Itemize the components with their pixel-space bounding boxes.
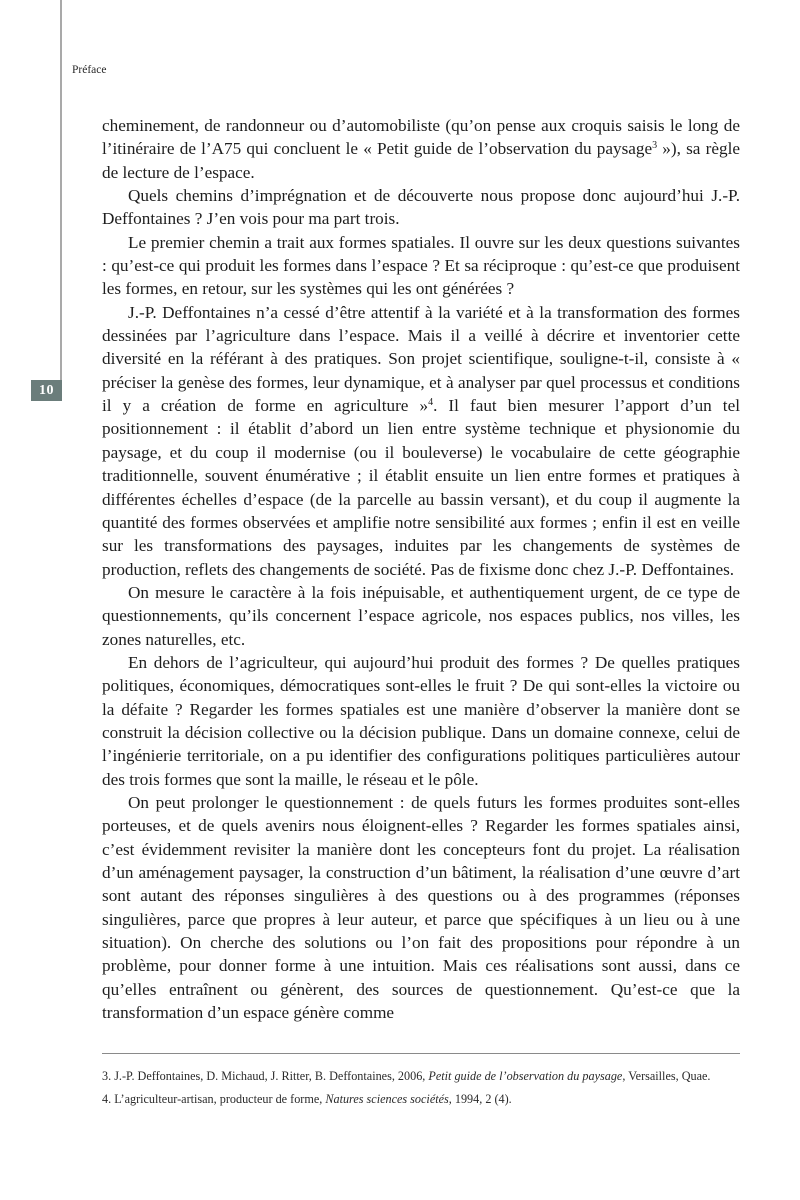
paragraph-text: J.-P. Deffontaines n’a cessé d’être attentif à la variété et à la transformation des formes dessinées par l’agriculture dans l’espace. Mais il a veillé à décrire et inventorier cette diversité en la référant à des pratiques. Son projet scientifique, souligne-t-il, consiste à « préciser la genèse des formes, leur dynamique, et à analyser par quel processus et conditions il y a création de forme en agriculture » bbox=[102, 302, 740, 416]
footnotes bbox=[102, 1068, 740, 1114]
paragraph bbox=[102, 301, 740, 581]
footnote-3 bbox=[102, 1068, 740, 1085]
body-text bbox=[102, 114, 740, 1024]
footnote-ref-4[interactable]: 4 bbox=[428, 397, 434, 409]
footnote-title: Petit guide de l’observation du paysage bbox=[428, 1069, 623, 1083]
footnote-ref-3[interactable]: 3 bbox=[652, 140, 658, 152]
footnote-title: Natures sciences sociétés bbox=[325, 1092, 449, 1106]
paragraph: On mesure le caractère à la fois inépuisable, et authentiquement urgent, de ce type de questionnements, qu’ils concernent l’espace agricole, nos espaces publics, nos villes, les zones naturelles, etc. bbox=[102, 582, 740, 649]
paragraph-text: . Il faut bien mesurer l’apport d’un tel positionnement : il établit d’abord un lien entre système technique et physionomie du paysage, et du coup il modernise (ou il bouleverse) le vocabulaire de cette géographie traditionnelle, souvent énumérative ; il établit ensuite un lien entre formes et pratiques à différentes échelles d’espace (de la parcelle au bassin versant), et du coup il augmente la quantité des formes observées et amplifie notre sensibilité aux formes ; enfin il est en veille sur les transformations des paysages, induites par les changements de systèmes de production, reflets des changements de société. Pas de fixisme donc chez J.-P. Deffontaines. bbox=[102, 396, 740, 579]
running-head: Préface bbox=[72, 64, 107, 76]
footnote-number: 3. bbox=[102, 1069, 112, 1083]
paragraph: Le premier chemin a trait aux formes spatiales. Il ouvre sur les deux questions suivantes : qu’est-ce qui produit les formes dans l’espace ? Et sa réciproque : qu’est-ce que produisent les formes, en retour, sur les systèmes qui les ont générées ? bbox=[102, 232, 740, 299]
paragraph: On peut prolonger le questionnement : de quels futurs les formes produites sont-elles porteuses, et de quels avenirs nous éloignent-elles ? Regarder les formes spatiales ainsi, c’est évidemment revisiter la manière dont les concepteurs font du projet. La réalisation d’un aménagement paysager, la construction d’un bâtiment, la réalisation d’une œuvre d’art sont autant des réponses singulières à des questions ou à des programmes (réponses singulières, parce que propres à leur auteur, et parce que spécifiques à un lieu ou à une situation). On cherche des solutions ou l’on fait des propositions pour répondre à un problème, pour donner forme à une intuition. Mais ces réalisations sont aussi, dans ce qu’elles entraînent ou génèrent, des sources de questionnement. Qu’est-ce que la transformation d’un espace génère comme bbox=[102, 792, 740, 1023]
paragraph-continued bbox=[102, 114, 740, 184]
page-number-badge: 10 bbox=[31, 380, 62, 401]
footnote-text: L’agriculteur-artisan, producteur de forme, bbox=[111, 1092, 326, 1106]
footnote-text: , Versailles, Quae. bbox=[622, 1069, 711, 1083]
footnote-separator bbox=[102, 1053, 740, 1054]
paragraph-text: »), sa règle de lecture de l’espace. bbox=[102, 139, 740, 182]
footnote-4 bbox=[102, 1091, 740, 1108]
footnote-number: 4. bbox=[102, 1092, 112, 1106]
footnote-text: J.-P. Deffontaines, D. Michaud, J. Ritter, B. Deffontaines, 2006, bbox=[111, 1069, 429, 1083]
paragraph: En dehors de l’agriculteur, qui aujourd’hui produit des formes ? De quelles pratiques politiques, économiques, démocratiques sont-elles le fruit ? De qui sont-elles la victoire ou la défaite ? Regarder les formes spatiales est une manière d’observer la manière dont se construit la décision collective ou la décision publique. Dans un domaine connexe, celui de l’ingénierie territoriale, on a pu identifier des configurations politiques particulières autour des trois formes que sont la maille, le réseau et le pôle. bbox=[102, 652, 740, 789]
footnote-text: , 1994, 2 (4). bbox=[448, 1092, 512, 1106]
paragraph-text: cheminement, de randonneur ou d’automobiliste (qu’on pense aux croquis saisis le long de l’itinéraire de l’A75 qui concluent le « Petit guide de l’observation du paysage bbox=[102, 116, 740, 159]
paragraph: Quels chemins d’imprégnation et de découverte nous propose donc aujourd’hui J.-P. Deffontaines ? J’en vois pour ma part trois. bbox=[102, 186, 740, 229]
margin-rule bbox=[60, 0, 62, 380]
